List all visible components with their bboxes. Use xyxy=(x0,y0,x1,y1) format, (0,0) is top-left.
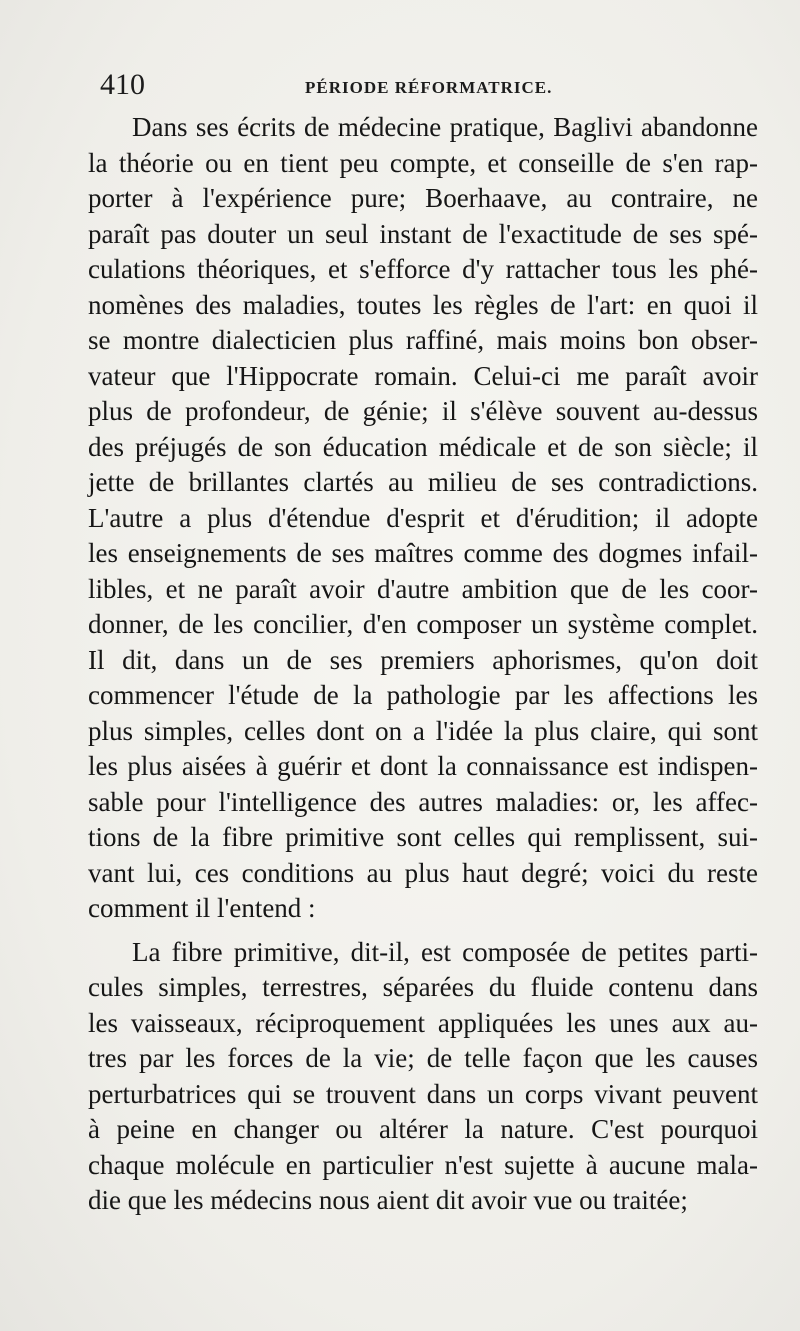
text-line: plus simples, celles dont on a l'idée la plus claire, qui sont xyxy=(88,715,758,746)
text-line: commencer l'étude de la pathologie par les affections les xyxy=(88,680,758,710)
paragraph xyxy=(88,110,758,927)
text-line: des préjugés de son éducation médicale et de son siècle; il xyxy=(88,431,758,462)
page-number: 410 xyxy=(100,68,145,101)
text-line: comment il l'entend : xyxy=(88,893,316,923)
text-line: les plus aisées à guérir et dont la connaissance est indispen- xyxy=(88,751,758,781)
text-line: L'autre a plus d'étendue d'esprit et d'érudition; il adopte xyxy=(88,502,758,533)
text-line: les vaisseaux, réciproquement appliquées les unes aux au- xyxy=(88,1007,758,1038)
text-line: tions de la fibre primitive sont celles qui remplissent, sui- xyxy=(88,822,758,852)
text-line: sable pour l'intelligence des autres maladies: or, les affec- xyxy=(88,786,758,817)
text-line: à peine en changer ou altérer la nature. C'est pourquoi xyxy=(88,1114,758,1144)
text-line: la théorie ou en tient peu compte, et conseille de s'en rap- xyxy=(88,147,758,178)
text-line: les enseignements de ses maîtres comme des dogmes infail- xyxy=(88,538,758,568)
text-line: nomènes des maladies, toutes les règles de l'art: en quoi il xyxy=(88,289,758,320)
text-line: die que les médecins nous aient dit avoir vue ou traitée; xyxy=(88,1185,688,1215)
text-line: perturbatrices qui se trouvent dans un corps vivant peuvent xyxy=(88,1078,758,1109)
text-line: La fibre primitive, dit-il, est composée de petites parti- xyxy=(132,936,758,967)
text-line: jette de brillantes clartés au milieu de ses contradictions. xyxy=(88,467,758,497)
text-line: vant lui, ces conditions au plus haut degré; voici du reste xyxy=(88,857,758,888)
text-line: cules simples, terrestres, séparées du fluide contenu dans xyxy=(88,972,758,1002)
page-header xyxy=(100,68,760,108)
running-title: PÉRIODE RÉFORMATRICE. xyxy=(305,78,553,97)
text-line: Il dit, dans un de ses premiers aphorismes, qu'on doit xyxy=(88,644,758,675)
body-text xyxy=(88,110,758,1219)
text-line: chaque molécule en particulier n'est sujette à aucune mala- xyxy=(88,1149,758,1180)
text-line: culations théoriques, et s'efforce d'y rattacher tous les phé- xyxy=(88,254,758,284)
text-line: libles, et ne paraît avoir d'autre ambition que de les coor- xyxy=(88,573,758,604)
text-line: porter à l'expérience pure; Boerhaave, au contraire, ne xyxy=(88,183,758,213)
text-line: donner, de les concilier, d'en composer un système complet. xyxy=(88,609,758,639)
text-line: paraît pas douter un seul instant de l'exactitude de ses spé- xyxy=(88,218,758,249)
text-line: vateur que l'Hippocrate romain. Celui-ci me paraît avoir xyxy=(88,360,758,391)
paragraph xyxy=(88,935,758,1219)
text-line: se montre dialecticien plus raffiné, mais moins bon obser- xyxy=(88,325,758,355)
text-line: Dans ses écrits de médecine pratique, Baglivi abandonne xyxy=(132,112,758,142)
text-line: tres par les forces de la vie; de telle façon que les causes xyxy=(88,1043,758,1073)
text-line: plus de profondeur, de génie; il s'élève souvent au-dessus xyxy=(88,396,758,426)
